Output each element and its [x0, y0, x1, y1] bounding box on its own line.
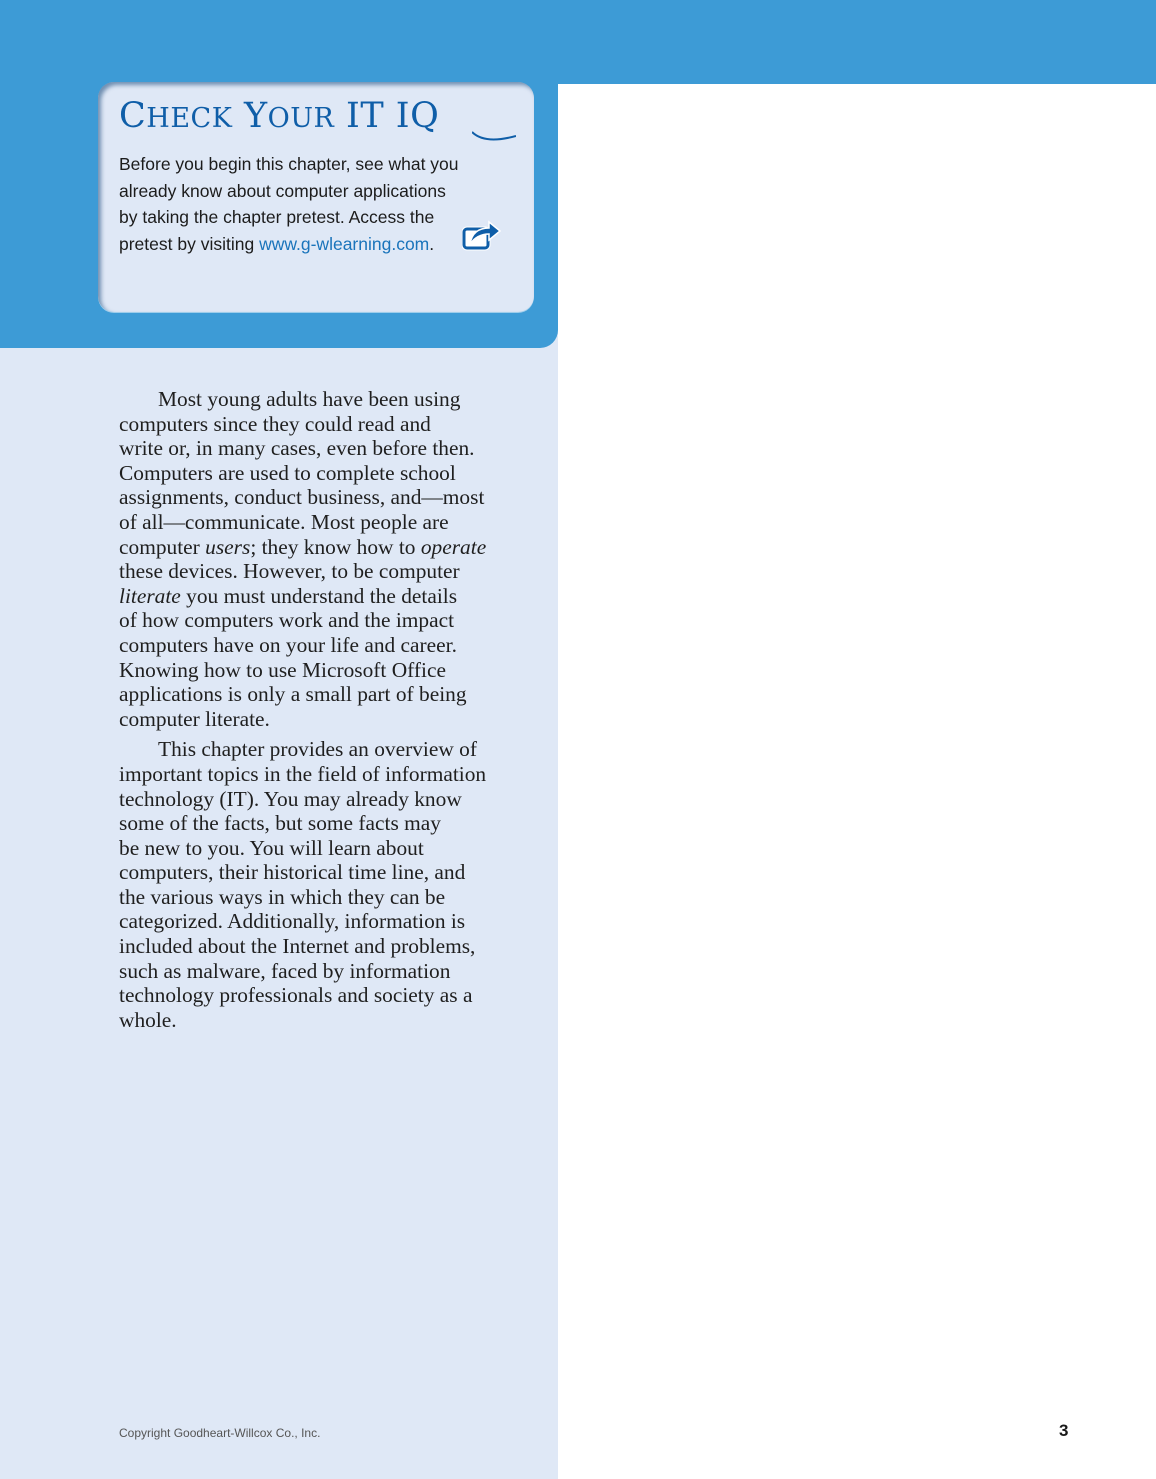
- text-line: be new to you. You will learn about: [119, 835, 424, 860]
- paragraph-1: [119, 387, 519, 731]
- instruction-line: Before you begin this chapter, see what you: [119, 154, 459, 174]
- chapter-intro-text: [119, 387, 519, 1038]
- text-line: the various ways in which they can be: [119, 884, 446, 909]
- text-line: write or, in many cases, even before then.: [119, 436, 475, 461]
- text-run: computer: [119, 534, 206, 559]
- text-line: of all—communicate. Most people are: [119, 509, 449, 534]
- text-line: of how computers work and the impact: [119, 608, 455, 633]
- paragraph-2: [119, 737, 519, 1032]
- text-line: computers have on your life and career.: [119, 632, 457, 657]
- text-line: categorized. Additionally, information is: [119, 909, 466, 934]
- instruction-line: by taking the chapter pretest. Access the: [119, 207, 435, 227]
- text-line: technology (IT). You may already know: [119, 786, 462, 811]
- text-line: whole.: [119, 1007, 177, 1032]
- text-line: technology professionals and society as a: [119, 983, 473, 1008]
- pretest-website-link[interactable]: www.g-wlearning.com: [259, 233, 430, 254]
- emphasis-literate: literate: [119, 583, 181, 608]
- text-line: important topics in the field of information: [119, 761, 487, 786]
- text-line: applications is only a small part of being: [119, 682, 467, 707]
- text-run: ; they know how to: [250, 534, 421, 559]
- check-your-it-iq-box: [98, 82, 534, 312]
- text-line: Most young adults have been using: [158, 387, 461, 411]
- text-line: these devices. However, to be computer: [119, 559, 460, 584]
- right-content-panel: [558, 84, 1156, 1479]
- text-line: some of the facts, but some facts may: [119, 811, 441, 836]
- title-it-iq: IT IQ: [346, 96, 440, 136]
- page-number: 3: [1059, 1421, 1069, 1440]
- text-run: you must understand the details: [180, 583, 458, 608]
- text-line: included about the Internet and problems,: [119, 934, 476, 959]
- text-line: [119, 535, 519, 560]
- title-smallcaps: HECK: [146, 103, 233, 134]
- instruction-text: pretest by visiting: [119, 233, 260, 254]
- title-swash-decoration: [472, 128, 516, 142]
- emphasis-users: users: [205, 534, 251, 559]
- text-line: This chapter provides an overview of: [158, 737, 477, 762]
- instruction-line: [119, 231, 459, 258]
- text-line: such as malware, faced by information: [119, 958, 451, 983]
- text-line: Computers are used to complete school: [119, 460, 456, 485]
- emphasis-operate: operate: [420, 534, 487, 559]
- text-line: computers since they could read and: [119, 411, 431, 436]
- text-line: Knowing how to use Microsoft Office: [119, 657, 446, 682]
- copyright-notice: Copyright Goodheart-Willcox Co., Inc.: [119, 1426, 321, 1440]
- text-line: computer literate.: [119, 706, 270, 731]
- pretest-instructions: [119, 151, 459, 257]
- title-smallcaps: OUR: [267, 103, 335, 134]
- check-your-it-iq-title: [119, 96, 439, 136]
- text-line: [119, 584, 519, 609]
- instruction-line: already know about computer applications: [119, 180, 446, 201]
- share-arrow-icon[interactable]: [462, 218, 502, 252]
- instruction-period: .: [429, 233, 435, 254]
- text-line: assignments, conduct business, and—most: [119, 485, 485, 510]
- text-line: computers, their historical time line, and: [119, 860, 466, 885]
- title-initial: C: [119, 96, 147, 136]
- title-initial: Y: [244, 96, 268, 136]
